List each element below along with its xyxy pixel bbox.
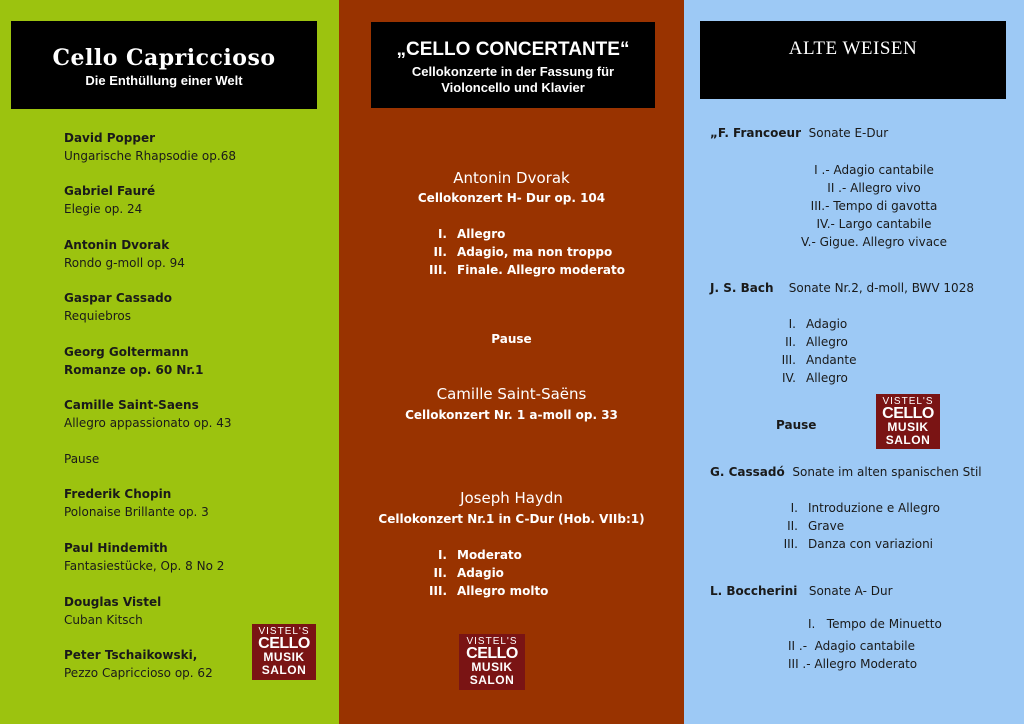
- movement: III.- Tempo di gavotta: [810, 199, 938, 213]
- movement-name: Adagio: [806, 317, 848, 331]
- movement: [425, 583, 548, 599]
- work-heading: [710, 280, 974, 296]
- movement: [774, 352, 856, 368]
- movement-name: Finale. Allegro moderato: [457, 263, 625, 277]
- movement-number: II.: [433, 566, 447, 580]
- movement: [774, 370, 848, 386]
- movement: I. Tempo de Minuetto: [808, 617, 942, 631]
- header-box: [11, 21, 317, 109]
- movement-number: I.: [437, 548, 447, 562]
- work: Romanze op. 60 Nr.1: [64, 363, 204, 377]
- composer: Gaspar Cassado: [64, 291, 172, 305]
- movement: [425, 565, 504, 581]
- work: Sonate A- Dur: [808, 584, 893, 598]
- logo-text: MUSIK: [471, 660, 513, 674]
- work: Cuban Kitsch: [64, 613, 143, 627]
- composer: Douglas Vistel: [64, 595, 162, 609]
- movement-number: I.: [790, 501, 798, 515]
- header-box: [700, 21, 1006, 99]
- movement-number: III.: [783, 537, 798, 551]
- panel-subtitle: Die Enthüllung einer Welt: [85, 73, 243, 88]
- panel-alte-weisen: [684, 0, 1024, 724]
- work: Allegro appassionato op. 43: [64, 416, 232, 430]
- composer: „F. Francoeur: [710, 126, 802, 140]
- movement-number: II.: [785, 335, 796, 349]
- logo-text: VISTEL'S: [882, 396, 934, 407]
- movement: V.- Gigue. Allegro vivace: [800, 235, 948, 249]
- work: Cellokonzert Nr. 1 a-moll op. 33: [405, 408, 618, 422]
- movement-number: III.: [429, 263, 447, 277]
- movement: [774, 316, 847, 332]
- composer: Georg Goltermann: [64, 345, 189, 359]
- composer: G. Cassadó: [710, 465, 785, 479]
- panel-cello-concertante: [339, 0, 684, 724]
- logo-text: CELLO: [258, 635, 310, 652]
- logo-text: SALON: [885, 433, 931, 447]
- movement: [774, 334, 848, 350]
- work: Requiebros: [64, 309, 132, 323]
- movement: I .- Adagio cantabile: [814, 163, 934, 177]
- panel-title: Cello Capriccioso: [52, 45, 276, 71]
- logo-text: VISTEL'S: [466, 636, 518, 647]
- movement: [425, 547, 522, 563]
- movement-number: III.: [781, 353, 796, 367]
- composer: Camille Saint-Saens: [64, 398, 199, 412]
- logo-text: MUSIK: [887, 420, 929, 434]
- panel-title: „CELLO CONCERTANTE“: [396, 39, 630, 60]
- work: Polonaise Brillante op. 3: [64, 505, 209, 519]
- movement-number: III.: [429, 584, 447, 598]
- cello-musik-salon-logo: [459, 634, 525, 690]
- movement-name: Allegro: [806, 371, 848, 385]
- cello-musik-salon-logo: [252, 624, 316, 680]
- movement-name: Allegro molto: [457, 584, 549, 598]
- logo-text: CELLO: [882, 405, 934, 422]
- composer: David Popper: [64, 131, 156, 145]
- composer: Antonin Dvorak: [64, 238, 170, 252]
- logo-text: CELLO: [466, 645, 518, 662]
- work: Rondo g-moll op. 94: [64, 256, 185, 270]
- work: Ungarische Rhapsodie op.68: [64, 149, 236, 163]
- movement: [776, 518, 844, 534]
- movement-name: Grave: [808, 519, 845, 533]
- work: Sonate im alten spanischen Stil: [792, 465, 982, 479]
- movement-number: II.: [433, 245, 447, 259]
- composer: Gabriel Fauré: [64, 184, 156, 198]
- pause-label: Pause: [776, 418, 817, 432]
- logo-text: MUSIK: [263, 650, 305, 664]
- panel-subtitle: [371, 64, 655, 96]
- movement: IV.- Largo cantabile: [816, 217, 932, 231]
- composer: L. Boccherini: [710, 584, 798, 598]
- movement-name: Danza con variazioni: [808, 537, 934, 551]
- composer: Joseph Haydn: [460, 489, 563, 507]
- movement: [776, 536, 933, 552]
- composer: Antonin Dvorak: [453, 169, 570, 187]
- work-heading: [710, 125, 888, 141]
- header-box: [371, 22, 655, 108]
- work: Cellokonzert H- Dur op. 104: [417, 191, 606, 205]
- subtitle-line: Violoncello und Klavier: [441, 80, 585, 95]
- composer: Camille Saint-Saëns: [436, 385, 587, 403]
- movement-name: Andante: [806, 353, 857, 367]
- composer: Peter Tschaikowski,: [64, 648, 198, 662]
- work: Sonate E-Dur: [808, 126, 889, 140]
- movement-number: IV.: [781, 371, 796, 385]
- pause-label: Pause: [491, 332, 532, 346]
- work-heading: [710, 464, 982, 480]
- work-heading: [710, 583, 893, 599]
- movement: II .- Adagio cantabile: [788, 639, 916, 653]
- movement-name: Allegro: [806, 335, 848, 349]
- movement-name: Adagio, ma non troppo: [457, 245, 613, 259]
- logo-text: SALON: [261, 663, 307, 677]
- pause-label: Pause: [64, 452, 100, 466]
- movement-name: Introduzione e Allegro: [808, 501, 940, 515]
- movement-number: I.: [788, 317, 796, 331]
- work: Elegie op. 24: [64, 202, 143, 216]
- movement: II .- Allegro vivo: [827, 181, 921, 195]
- composer: Frederik Chopin: [64, 487, 172, 501]
- movement: [425, 244, 612, 260]
- logo-text: SALON: [469, 673, 515, 687]
- movement-number: II.: [787, 519, 798, 533]
- movement: [776, 500, 940, 516]
- logo-text: VISTEL'S: [258, 626, 310, 637]
- panel-title: ALTE WEISEN: [788, 38, 918, 59]
- movement: III .- Allegro Moderato: [788, 657, 918, 671]
- work: Sonate Nr.2, d-moll, BWV 1028: [788, 281, 974, 295]
- work: Pezzo Capriccioso op. 62: [64, 666, 213, 680]
- panel-cello-capriccioso: [0, 0, 339, 724]
- movement-name: Adagio: [457, 566, 504, 580]
- movement-name: Allegro: [457, 227, 506, 241]
- movement: [425, 226, 505, 242]
- work: Fantasiestücke, Op. 8 No 2: [64, 559, 225, 573]
- composer: Paul Hindemith: [64, 541, 168, 555]
- composer: J. S. Bach: [710, 281, 774, 295]
- cello-musik-salon-logo: [876, 394, 940, 449]
- subtitle-line: Cellokonzerte in der Fassung für: [411, 64, 615, 79]
- movement-number: I.: [437, 227, 447, 241]
- movement: [425, 262, 625, 278]
- movement-name: Moderato: [457, 548, 522, 562]
- work: Cellokonzert Nr.1 in C-Dur (Hob. VIIb:1): [378, 512, 645, 526]
